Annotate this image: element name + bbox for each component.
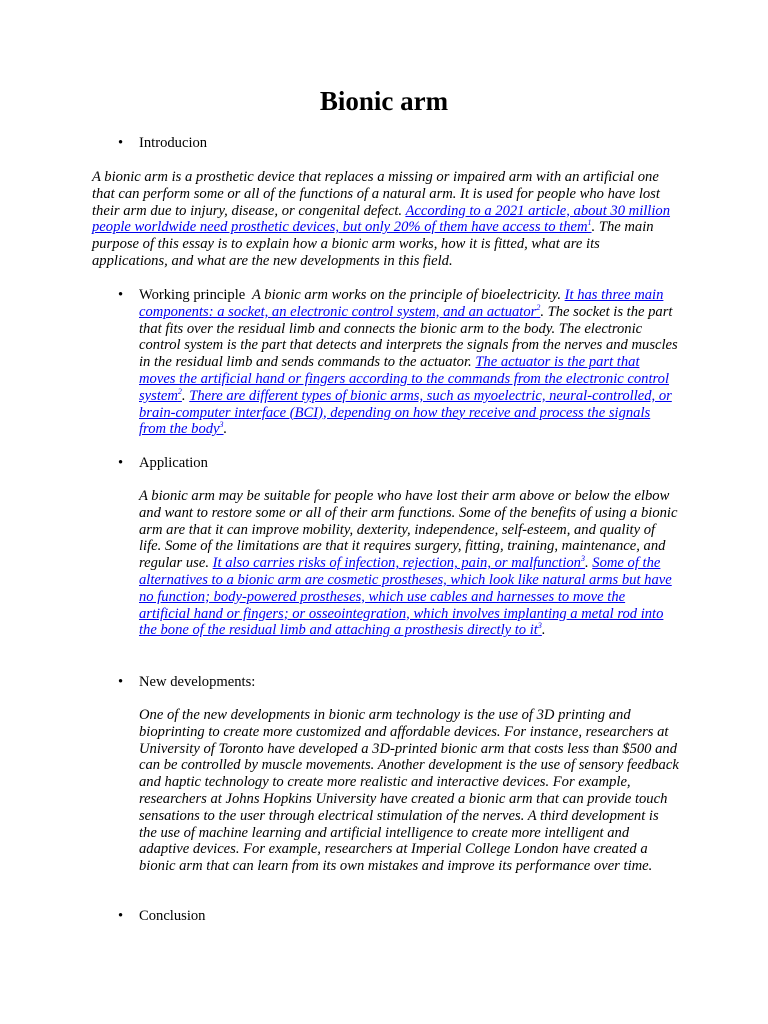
- bullet-icon: •: [118, 674, 124, 690]
- heading-text: Introducion: [139, 135, 208, 151]
- reference-link-text: The actuator is the part that moves the artificial hand or fingers according to the commands from the electronic control system: [139, 354, 670, 404]
- paragraph-application: [139, 488, 679, 639]
- bullet-icon: •: [118, 287, 124, 303]
- bullet-icon: •: [118, 455, 124, 471]
- citation-number: 2: [536, 302, 541, 312]
- citation-number: 3: [219, 420, 224, 430]
- section-heading-conclusion: [118, 908, 205, 925]
- paragraph-text: A bionic arm is a prosthetic device that replaces a missing or impaired arm with an artificial one that can perform some or all of the functions of a natural arm. It is used for people who have lost their arm due to injury, disease, or congenital defect.: [92, 169, 660, 219]
- paragraph-text: One of the new developments in bionic arm technology is the use of 3D printing and bioprinting to create more customized and affordable devices. For instance, researchers at University of Toronto have developed a 3D-printed bionic arm that costs less than $500 and can be controlled by muscle movements. Another development is the use of sensory feedback and haptic technology to create more realistic and interactive devices. For example, researchers at Johns Hopkins University have created a bionic arm that can provide touch sensations to the user through electrical stimulation of the nerves. A third development is the use of machine learning and artificial intelligence to create more intelligent and adaptive devices. For example, researchers at Imperial College London have created a bionic arm that can learn from its own mistakes and improve its performance over time.: [139, 707, 679, 875]
- paragraph-text: . The main purpose of this essay is to explain how a bionic arm works, how it is fitted, what are its applications, and what are the new developments in this field.: [92, 219, 654, 269]
- paragraph-text: .: [584, 555, 593, 572]
- paragraph-text: A bionic arm may be suitable for people who have lost their arm above or below the elbow and want to restore some or all of their arm functions. Some of the benefits of using a bionic arm are that it can improve mobility, dexterity, independence, self-esteem, and quality of life. Some of the limitations are that it requires surgery, fitting, training, maintenance, and regular use.: [139, 488, 678, 572]
- section-heading-introduction: [118, 135, 207, 152]
- paragraph-text: . The socket is the part that fits over the residual limb and connects the bionic arm to the body. The electronic control system is the part that detects and interprets the signals from the nerves and muscles in the residual limb and sends commands to the actuator.: [139, 303, 678, 371]
- citation-number: 3: [580, 554, 585, 564]
- heading-text: Working principle: [139, 287, 246, 303]
- citation-number: 2: [177, 386, 182, 396]
- document-title: Bionic arm: [319, 86, 449, 116]
- paragraph-text: A bionic arm works on the principle of bioelectricity.: [252, 287, 565, 303]
- paragraph-text: .: [541, 622, 546, 639]
- citation-link[interactable]: [213, 555, 585, 571]
- reference-link-text: It also carries risks of infection, rejection, pain, or malfunction: [212, 555, 581, 572]
- bullet-icon: •: [118, 908, 124, 924]
- reference-link-text: Some of the alternatives to a bionic arm are cosmetic prostheses, which look like natural arms but have no function; body-powered prostheses, which use cables and harnesses to move the artificial hand or fingers; or osseointegration, which involves implanting a metal rod into the bone of the residual limb and attaching a prosthesis directly to it: [139, 555, 672, 639]
- paragraph-text: .: [223, 421, 228, 438]
- heading-text: New developments:: [139, 674, 256, 690]
- citation-number: 1: [587, 218, 592, 228]
- paragraph-new-developments: [139, 707, 679, 875]
- heading-text: Conclusion: [139, 908, 206, 924]
- bullet-icon: •: [118, 135, 124, 151]
- paragraph-text: .: [181, 387, 190, 404]
- reference-link-text: It has three main components: a socket, an electronic control system, and an actuator: [139, 287, 664, 320]
- paragraph-introduction: [92, 169, 674, 270]
- citation-number: 3: [537, 621, 542, 631]
- heading-text: Application: [139, 455, 208, 471]
- section-heading-new-developments: [118, 674, 255, 691]
- paragraph-working-principle: [139, 287, 679, 438]
- citation-link[interactable]: [139, 388, 672, 438]
- reference-link-text: According to a 2021 article, about 30 million people worldwide need prosthetic devices, but only 20% of them have access to them: [92, 202, 671, 236]
- section-heading-application: [118, 455, 208, 472]
- reference-link-text: There are different types of bionic arms, such as myoelectric, neural-controlled, or brain-computer interface (BCI), depending on how they receive and process the signals from the body: [139, 387, 672, 438]
